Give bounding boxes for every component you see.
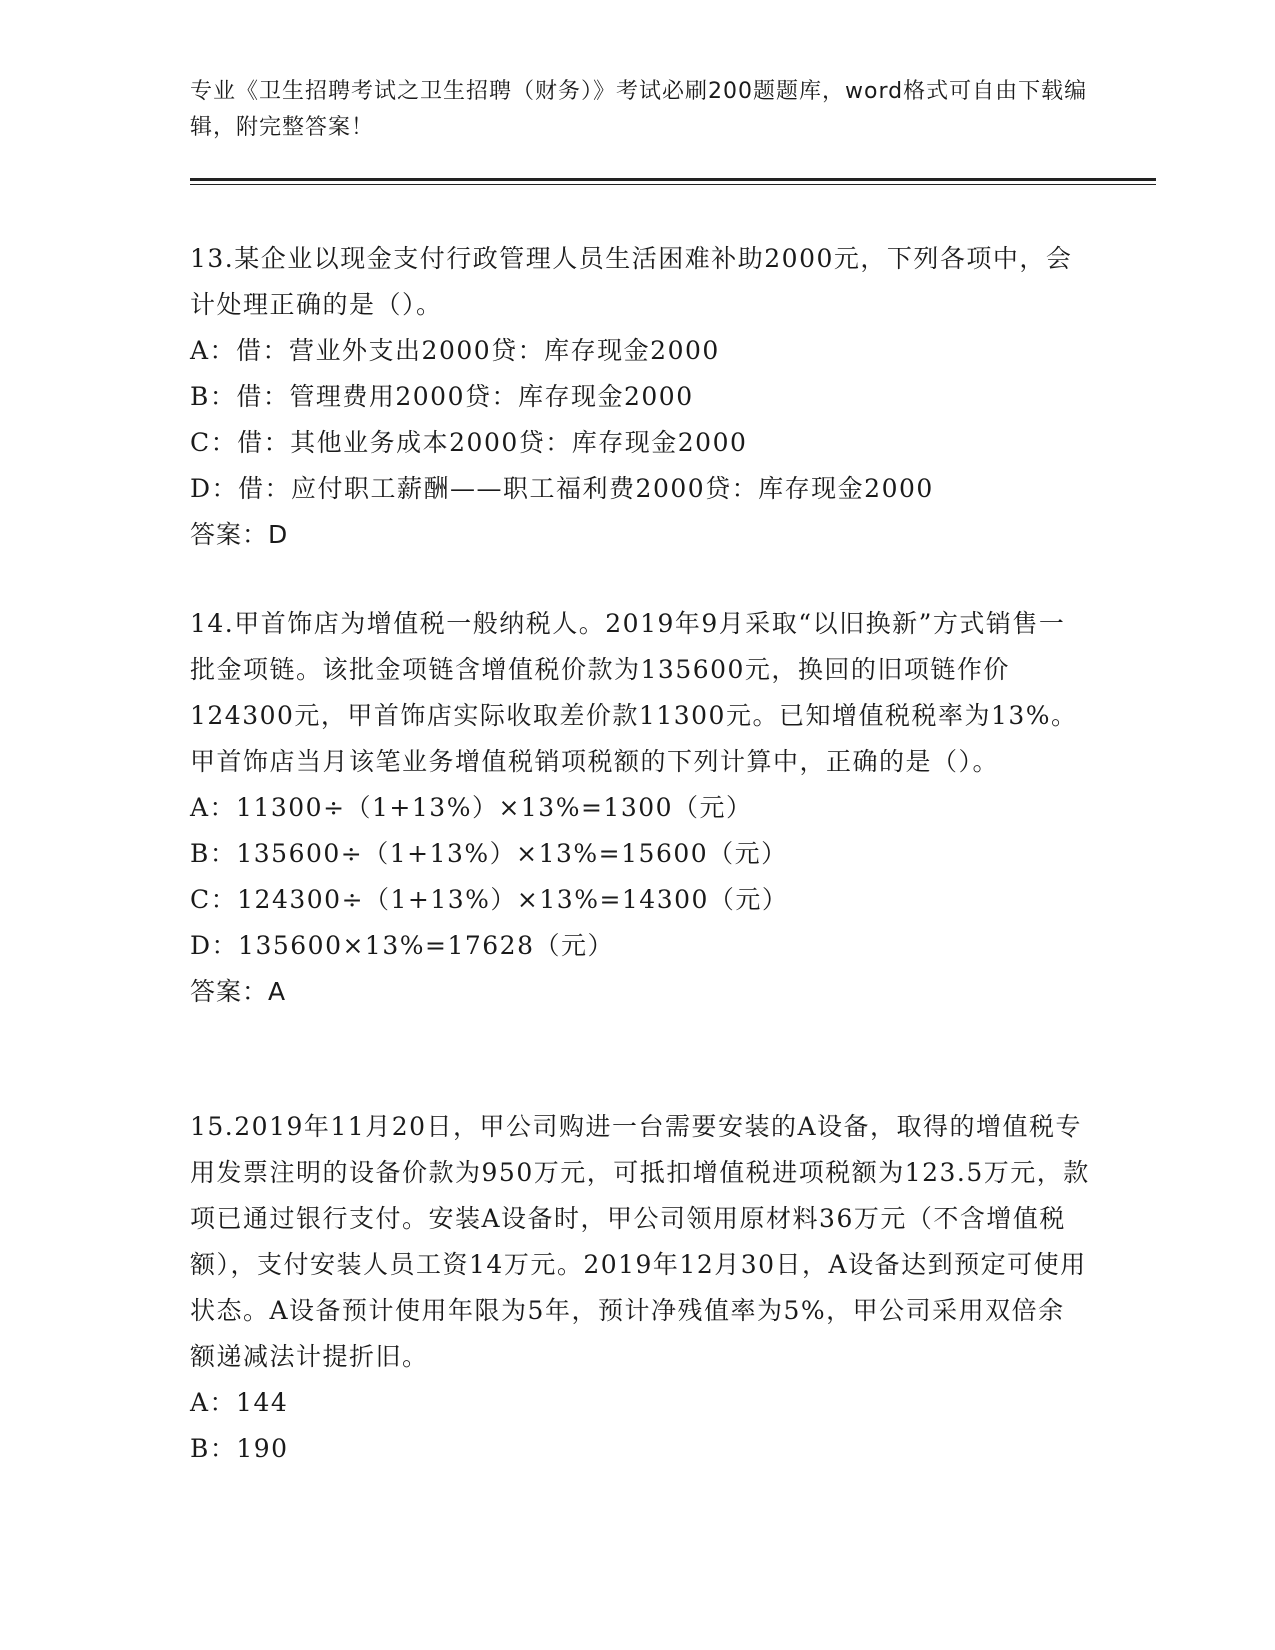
- question-14: [190, 601, 1090, 1015]
- question-stem: 15.2019年11月20日，甲公司购进一台需要安装的A设备，取得的增值税专用发票注明的设备价款为950万元，可抵扣增值税进项税额为123.5万元，款项已通过银行支付。安装A设备时，甲公司领用原材料36万元（不含增值税额），支付安装人员工资14万元。2019年12月30日，A设备达到预定可使用状态。A设备预计使用年限为5年，预计净残值率为5%，甲公司采用双倍余额递减法计提折旧。: [190, 1112, 1090, 1371]
- option-c: C：124300÷（1+13%）×13%=14300（元）: [190, 885, 789, 914]
- option-a: A：11300÷（1+13%）×13%=1300（元）: [190, 793, 753, 822]
- answer-line: 答案：A: [190, 977, 287, 1006]
- option-c: C：借：其他业务成本2000贷：库存现金2000: [190, 428, 748, 457]
- document-header: [190, 74, 1090, 146]
- option-d: D：135600×13%=17628（元）: [190, 931, 614, 960]
- question-stem: 14.甲首饰店为增值税一般纳税人。2019年9月采取“以旧换新”方式销售一批金项链。该批金项链含增值税价款为135600元，换回的旧项链作价124300元，甲首饰店实际收取差价款11300元。已知增值税税率为13%。甲首饰店当月该笔业务增值税销项税额的下列计算中，正确的是（）。: [190, 609, 1078, 776]
- question-15: [190, 1104, 1090, 1472]
- option-a: A：借：营业外支出2000贷：库存现金2000: [190, 336, 720, 365]
- answer-line: 答案：D: [190, 520, 289, 549]
- header-rule-thick: [190, 178, 1156, 181]
- option-b: B：借：管理费用2000贷：库存现金2000: [190, 382, 694, 411]
- question-stem: 13.某企业以现金支付行政管理人员生活困难补助2000元，下列各项中，会计处理正确的是（）。: [190, 244, 1073, 319]
- question-13: [190, 236, 1090, 558]
- option-b: B：190: [190, 1434, 289, 1463]
- header-text: 专业《卫生招聘考试之卫生招聘（财务）》考试必刷200题题库，word格式可自由下载编辑，附完整答案！: [190, 79, 1088, 140]
- header-rule-thin: [190, 184, 1156, 185]
- option-a: A：144: [190, 1388, 289, 1417]
- option-b: B：135600÷（1+13%）×13%=15600（元）: [190, 839, 788, 868]
- option-d: D：借：应付职工薪酬——职工福利费2000贷：库存现金2000: [190, 474, 934, 503]
